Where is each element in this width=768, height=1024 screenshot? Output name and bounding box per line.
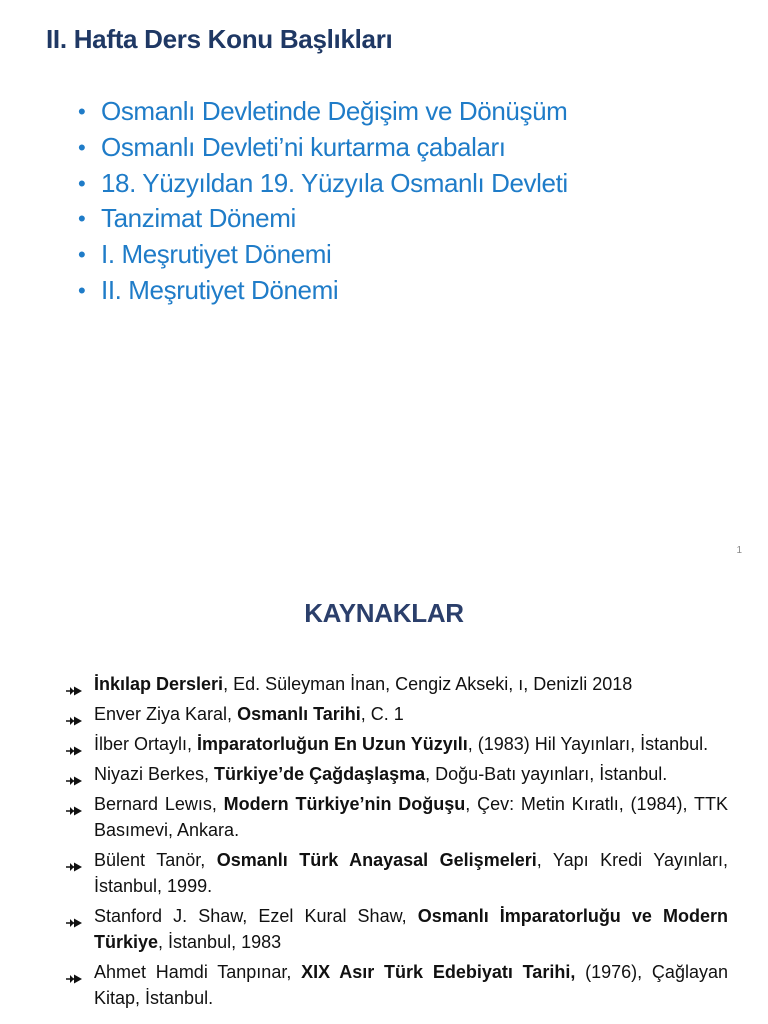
bullet-icon: • xyxy=(78,134,86,160)
reference-list xyxy=(66,671,728,1015)
reference-author: İlber Ortaylı, xyxy=(94,734,198,754)
list-item xyxy=(78,273,568,309)
reference-author: Stanford J. Shaw, Ezel Kural Shaw, xyxy=(94,906,418,926)
arrow-bullet-icon xyxy=(66,678,82,690)
slide-references xyxy=(0,576,768,1024)
list-item xyxy=(66,761,728,787)
arrow-bullet-icon xyxy=(66,768,82,780)
reference-details: , (1983) Hil Yayınları, İstanbul. xyxy=(467,734,709,754)
topic-text: Tanzimat Dönemi xyxy=(101,203,296,234)
list-item xyxy=(78,130,568,166)
reference-author: Ahmet Hamdi Tanpınar, xyxy=(94,962,302,982)
reference-title: Modern Türkiye’nin Doğuşu xyxy=(223,794,466,814)
arrow-bullet-icon xyxy=(66,708,82,720)
reference-title: İnkılap Dersleri xyxy=(94,674,224,694)
reference-details: , Çev: Metin Kıratlı, (1984), TTK Basımevi, Ankara. xyxy=(94,794,728,840)
reference-title: Osmanlı Tarihi xyxy=(237,704,361,724)
reference-details: , Ed. Süleyman İnan, Cengiz Akseki, ı, Denizli 2018 xyxy=(223,674,633,694)
list-item xyxy=(66,791,728,843)
topic-text: 18. Yüzyıldan 19. Yüzyıla Osmanlı Devleti xyxy=(101,167,568,198)
arrow-bullet-icon xyxy=(66,966,82,978)
slide-title: KAYNAKLAR xyxy=(304,598,464,628)
topic-text: II. Meşrutiyet Dönemi xyxy=(101,274,339,305)
bullet-icon: • xyxy=(78,277,86,303)
arrow-bullet-icon xyxy=(66,910,82,922)
reference-details: , Doğu-Batı yayınları, İstanbul. xyxy=(425,764,668,784)
list-item xyxy=(66,701,728,727)
list-item xyxy=(66,671,728,697)
bullet-icon: • xyxy=(78,170,86,196)
page-number: 1 xyxy=(736,545,742,556)
slide-title: II. Hafta Ders Konu Başlıkları xyxy=(46,24,393,54)
reference-author: Enver Ziya Karal, xyxy=(94,704,238,724)
arrow-bullet-icon xyxy=(66,798,82,810)
arrow-bullet-icon xyxy=(66,738,82,750)
reference-author: Bernard Lewıs, xyxy=(94,794,224,814)
list-item xyxy=(78,94,568,130)
topic-text: Osmanlı Devleti’ni kurtarma çabaları xyxy=(101,131,506,162)
bullet-icon: • xyxy=(78,99,86,124)
reference-title: İmparatorluğun En Uzun Yüzyılı xyxy=(197,734,468,754)
bullet-icon: • xyxy=(78,206,86,232)
reference-title: Türkiye’de Çağdaşlaşma xyxy=(214,764,426,784)
arrow-bullet-icon xyxy=(66,854,82,866)
reference-details: , İstanbul, 1983 xyxy=(158,932,282,952)
list-item xyxy=(78,201,568,237)
list-item xyxy=(78,237,568,273)
reference-details: , C. 1 xyxy=(360,704,404,724)
reference-details: , Yapı Kredi Yayınları, İstanbul, 1999. xyxy=(94,850,728,896)
reference-title: XIX Asır Türk Edebiyatı Tarihi, xyxy=(301,962,576,982)
topic-text: I. Meşrutiyet Dönemi xyxy=(101,239,332,270)
topic-list xyxy=(78,94,568,309)
topic-text: Osmanlı Devletinde Değişim ve Dönüşüm xyxy=(101,96,568,126)
reference-author: Niyazi Berkes, xyxy=(94,764,215,784)
list-item xyxy=(66,731,728,757)
reference-details: (1976), Çağlayan Kitap, İstanbul. xyxy=(94,962,728,1008)
list-item xyxy=(66,903,728,955)
reference-title: Osmanlı İmparatorluğu ve Modern Türkiye xyxy=(94,906,728,952)
list-item xyxy=(66,959,728,1011)
bullet-icon: • xyxy=(78,242,86,268)
list-item xyxy=(78,166,568,202)
reference-author: Bülent Tanör, xyxy=(94,850,217,870)
list-item xyxy=(66,847,728,899)
reference-title: Osmanlı Türk Anayasal Gelişmeleri xyxy=(216,850,537,870)
